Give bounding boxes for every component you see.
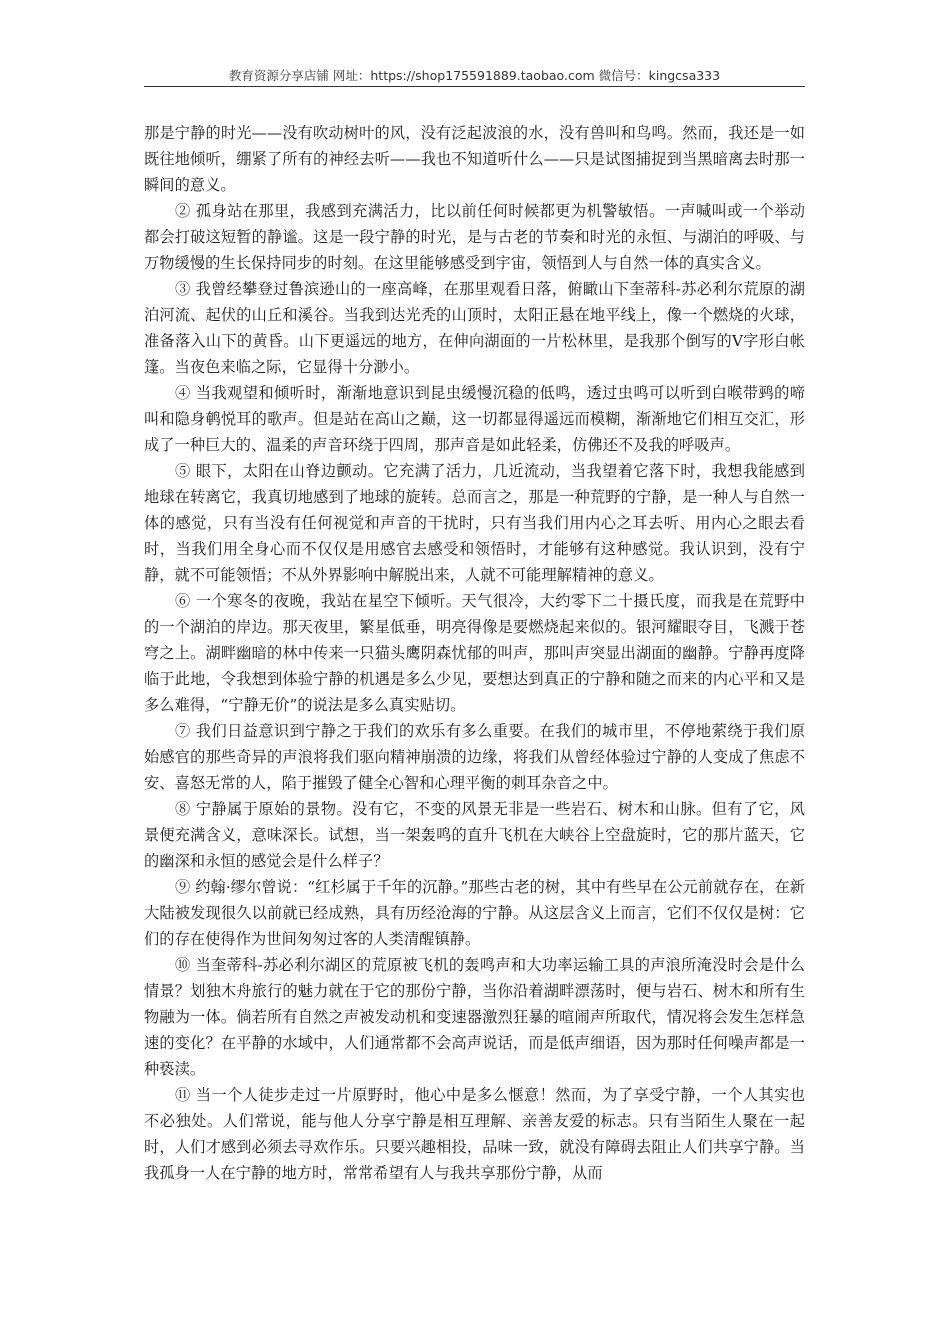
- article-body: [144, 120, 805, 1186]
- paragraph-2: ② 孤身站在那里，我感到充满活力，比以前任何时候都更为机警敏悟。一声喊叫或一个举动都会打破这短暂的静谧。这是一段宁静的时光，是与古老的节奏和时光的永恒、与湖泊的呼吸、与万物缓慢的生长保持同步的时刻。在这里能够感受到宇宙，领悟到人与自然一体的真实含义。: [144, 202, 805, 272]
- paragraph-9: ⑨ 约翰·缪尔曾说：“红杉属于千年的沉静。”那些古老的树，其中有些早在公元前就存在，在新大陆被发现很久以前就已经成熟，具有历经沧海的宁静。从这层含义上而言，它们不仅仅是树：它们的存在使得作为世间匆匆过客的人类清醒镇静。: [144, 878, 805, 948]
- page-header: 教育资源分享店铺 网址：https://shop175591889.taobao.com 微信号：kingcsa333: [228, 68, 721, 83]
- header-divider: [144, 86, 805, 87]
- paragraph-8: ⑧ 宁静属于原始的景物。没有它，不变的风景无非是一些岩石、树木和山脉。但有了它，风景便充满含义，意味深长。试想，当一架轰鸣的直升飞机在大峡谷上空盘旋时，它的那片蓝天，它的幽深和永恒的感觉会是什么样子？: [144, 800, 805, 870]
- paragraph-4: ④ 当我观望和倾听时，渐渐地意识到昆虫缓慢沉稳的低鸣，透过虫鸣可以听到白喉带鹀的啼叫和隐身鹌悦耳的歌声。但是站在高山之巅，这一切都显得遥远而模糊，渐渐地它们相互交汇，形成了一种巨大的、温柔的声音环绕于四周，那声音是如此轻柔，仿佛还不及我的呼吸声。: [144, 384, 805, 454]
- paragraph-7: ⑦ 我们日益意识到宁静之于我们的欢乐有多么重要。在我们的城市里，不停地萦绕于我们原始感官的那些奇异的声浪将我们驱向精神崩溃的边缘，将我们从曾经体验过宁静的人变成了焦虑不安、喜怒无常的人，陷于摧毁了健全心智和心理平衡的刺耳杂音之中。: [144, 722, 805, 792]
- paragraph-10: ⑩ 当奎蒂科-苏必利尔湖区的荒原被飞机的轰鸣声和大功率运输工具的声浪所淹没时会是什么情景？划独木舟旅行的魅力就在于它的那份宁静，当你沿着湖畔漂荡时，便与岩石、树木和所有生物融为一体。倘若所有自然之声被发动机和变速器激烈狂暴的喧闹声所取代，情况将会发生怎样急速的变化？在平静的水域中，人们通常都不会高声说话，而是低声细语，因为那时任何噪声都是一种亵渎。: [144, 956, 805, 1078]
- paragraph-3: ③ 我曾经攀登过鲁滨逊山的一座高峰，在那里观看日落，俯瞰山下奎蒂科-苏必利尔荒原的湖泊河流、起伏的山丘和溪谷。当我到达光秃的山顶时，太阳正悬在地平线上，像一个燃烧的火球，准备落入山下的黄昏。山下更遥远的地方，在伸向湖面的一片松林里，是我那个倒写的V字形白帐篷。当夜色来临之际，它显得十分渺小。: [144, 280, 805, 376]
- paragraph-6: ⑥ 一个寒冬的夜晚，我站在星空下倾听。天气很冷，大约零下二十摄氏度，而我是在荒野中的一个湖泊的岸边。那天夜里，繁星低垂，明亮得像是要燃烧起来似的。银河耀眼夺目，飞溅于苍穹之上。湖畔幽暗的林中传来一只猫头鹰阴森忧郁的叫声，那叫声突显出湖面的幽静。宁静再度降临于此地，令我想到体验宁静的机遇是多么少见，要想达到真正的宁静和随之而来的内心平和又是多么难得，“宁静无价”的说法是多么真实贴切。: [144, 592, 805, 714]
- paragraph-11: ⑪ 当一个人徒步走过一片原野时，他心中是多么惬意！然而，为了享受宁静，一个人其实也不必独处。人们常说，能与他人分享宁静是相互理解、亲善友爱的标志。只有当陌生人聚在一起时，人们才感到必须去寻欢作乐。只要兴趣相投，品味一致，就没有障碍去阻止人们共享宁静。当我孤身一人在宁静的地方时，常常希望有人与我共享那份宁静，从而: [144, 1086, 805, 1182]
- paragraph-5: ⑤ 眼下，太阳在山脊边颤动。它充满了活力，几近流动，当我望着它落下时，我想我能感到地球在转离它，我真切地感到了地球的旋转。总而言之，那是一种荒野的宁静，是一种人与自然一体的感觉，只有当没有任何视觉和声音的干扰时，只有当我们用内心之耳去听、用内心之眼去看时，当我们用全身心而不仅仅是用感官去感受和领悟时，才能够有这种感觉。我认识到，没有宁静，就不可能领悟；不从外界影响中解脱出来，人就不可能理解精神的意义。: [144, 462, 805, 584]
- paragraph-1: 那是宁静的时光——没有吹动树叶的风，没有泛起波浪的水，没有兽叫和鸟鸣。然而，我还是一如既往地倾听，绷紧了所有的神经去听——我也不知道听什么——只是试图捕捉到当黑暗离去时那一瞬间的意义。: [144, 124, 805, 194]
